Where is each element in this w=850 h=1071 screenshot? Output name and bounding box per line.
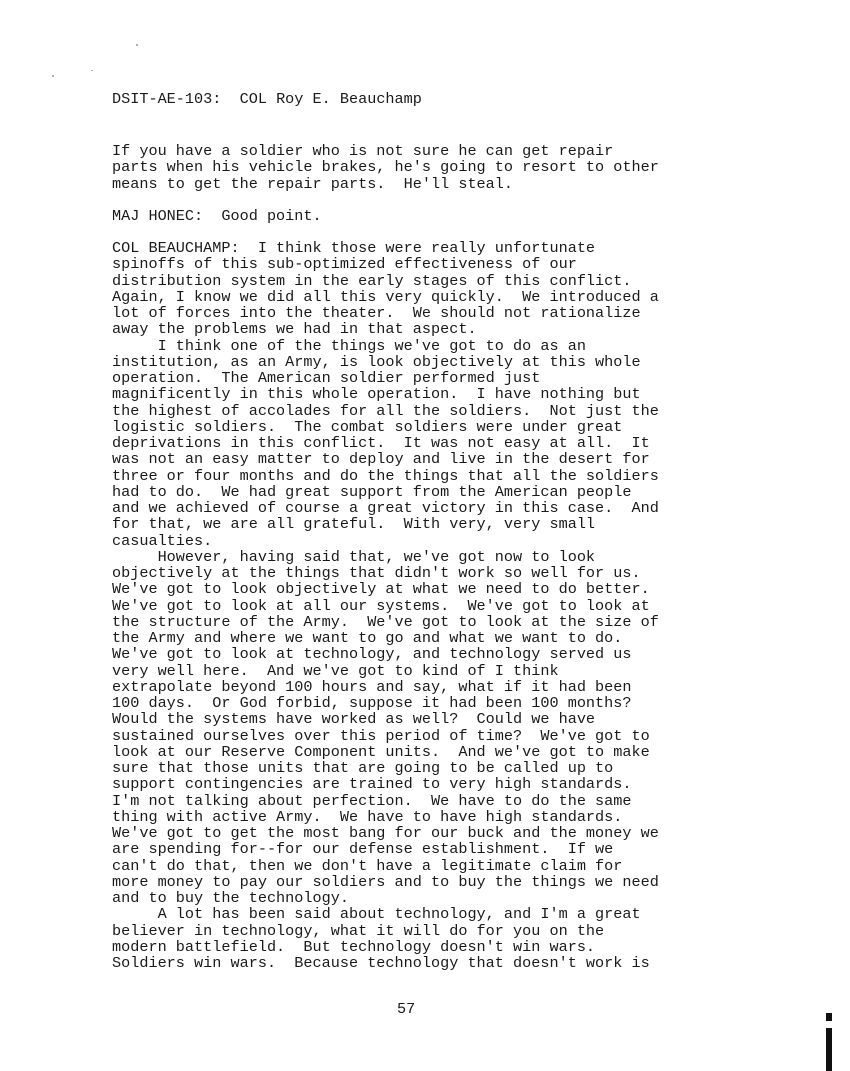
paragraph-1 — [112, 143, 722, 192]
paragraph-2 — [112, 208, 722, 224]
text-line: We've got to look at technology, and technology served us — [112, 645, 632, 664]
scan-speck — [91, 70, 93, 71]
text-line: modern battlefield. But technology doesn't win wars. — [112, 937, 596, 956]
text-line: more money to pay our soldiers and to buy the things we need — [112, 872, 659, 891]
text-line: We've got to look objectively at what we need to do better. — [112, 580, 650, 599]
scan-speck — [136, 44, 138, 46]
scan-speck — [52, 75, 54, 77]
scan-margin-mark — [826, 1013, 832, 1021]
text-line: We've got to look at all our systems. We've got to look at — [112, 596, 650, 615]
text-line: COL BEAUCHAMP: I think those were really unfortunate — [112, 239, 596, 257]
text-line: We've got to get the most bang for our buck and the money we — [112, 824, 659, 842]
scan-margin-bar — [826, 1028, 832, 1071]
text-line: If you have a soldier who is not sure he can get repair — [112, 142, 614, 160]
page-number: 57 — [397, 1000, 416, 1018]
text-line: lot of forces into the theater. We should not rationalize — [112, 304, 641, 322]
text-line: Soldiers win wars. Because technology that doesn't work is — [112, 954, 650, 972]
paragraph-3 — [112, 240, 722, 971]
text-line: casualties. — [112, 531, 213, 550]
text-line: was not an easy matter to deploy and live in the desert for — [112, 450, 650, 469]
text-line: means to get the repair parts. He'll steal. — [112, 174, 514, 193]
text-line: 100 days. Or God forbid, suppose it had been 100 months? — [112, 694, 632, 712]
text-line: can't do that, then we don't have a legitimate claim for — [112, 856, 623, 875]
document-header — [112, 91, 422, 107]
text-line: and we achieved of course a great victory in this case. And — [112, 499, 659, 517]
text-line: I'm not talking about perfection. We have to do the same — [112, 791, 632, 810]
text-line: for that, we are all grateful. With very, very small — [112, 515, 596, 534]
text-line: away the problems we had in that aspect. — [112, 320, 477, 339]
text-line: sustained ourselves over this period of time? We've got to — [112, 726, 650, 745]
text-line: look at our Reserve Component units. And we've got to make — [112, 742, 650, 761]
text-line: parts when his vehicle brakes, he's going to resort to other — [112, 158, 659, 177]
text-line: are spending for--for our defense establishment. If we — [112, 840, 614, 859]
text-line: I think one of the things we've got to do as an — [112, 336, 586, 355]
text-line: the highest of accolades for all the soldiers. Not just the — [112, 401, 659, 420]
text-line: A lot has been said about technology, and I'm a great — [112, 905, 641, 924]
text-line: very well here. And we've got to kind of I think — [112, 661, 559, 680]
text-line: MAJ HONEC: Good point. — [112, 207, 322, 225]
text-line: institution, as an Army, is look objectively at this whole — [112, 352, 641, 371]
text-line: However, having said that, we've got now to look — [112, 547, 596, 566]
text-line: extrapolate beyond 100 hours and say, what if it had been — [112, 677, 632, 696]
text-line: thing with active Army. We have to have high standards. — [112, 807, 623, 826]
text-line: three or four months and do the things that all the soldiers — [112, 466, 659, 485]
header-speaker: COL Roy E. Beauchamp — [239, 90, 422, 108]
text-line: magnificently in this whole operation. I have nothing but — [112, 385, 641, 404]
text-line: deprivations in this conflict. It was not easy at all. It — [112, 434, 650, 452]
header-label: DSIT-AE-103: — [112, 90, 222, 108]
text-line: support contingencies are trained to very high standards. — [112, 775, 632, 794]
text-line: sure that those units that are going to be called up to — [112, 759, 614, 777]
text-line: distribution system in the early stages of this conflict. — [112, 271, 632, 290]
text-line: believer in technology, what it will do for you on the — [112, 921, 605, 940]
text-line: the Army and where we want to go and what we want to do. — [112, 629, 623, 647]
text-line: Would the systems have worked as well? Could we have — [112, 710, 596, 729]
text-line: logistic soldiers. The combat soldiers were under great — [112, 417, 623, 436]
text-line: spinoffs of this sub-optimized effectiveness of our — [112, 255, 577, 274]
text-line: and to buy the technology. — [112, 889, 349, 907]
text-line: Again, I know we did all this very quickly. We introduced a — [112, 287, 659, 306]
text-line: objectively at the things that didn't work so well for us. — [112, 564, 641, 582]
text-line: operation. The American soldier performed just — [112, 369, 541, 387]
text-line: had to do. We had great support from the American people — [112, 482, 632, 501]
text-line: the structure of the Army. We've got to look at the size of — [112, 612, 659, 631]
